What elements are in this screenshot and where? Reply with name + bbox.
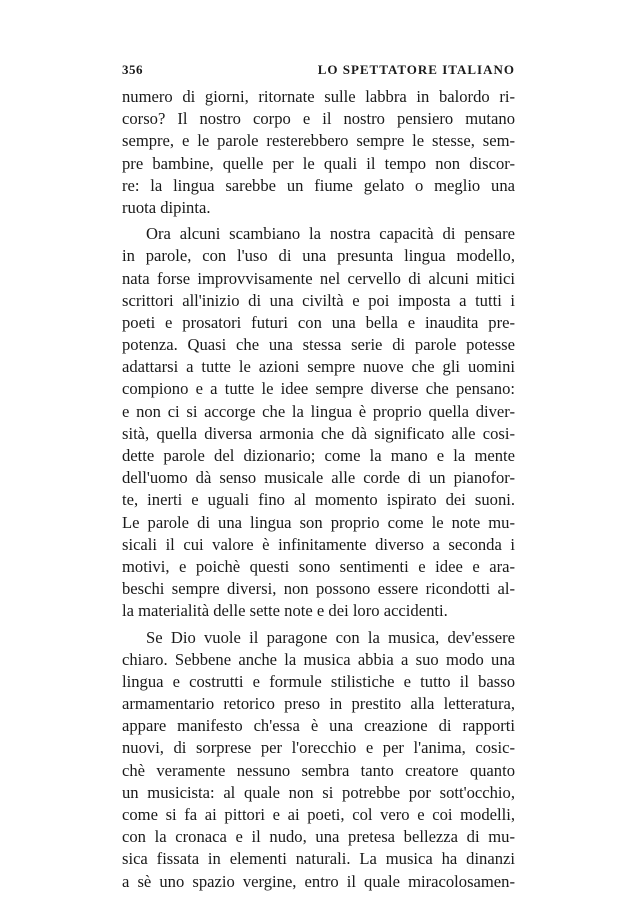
text-line: ruota dipinta. (122, 197, 211, 217)
text-line: re: la lingua sarebbe un fiume gelato o meglio una (122, 175, 515, 195)
running-title: LO SPETTATORE ITALIANO (317, 62, 515, 77)
text-line: armamentario retorico preso in prestito alla letteratura, (122, 694, 515, 714)
text-line: un musicista: al quale non si potrebbe por sott'occhio, (122, 782, 515, 802)
page-header (122, 62, 515, 82)
text-line: numero di giorni, ritornate sulle labbra in balordo ri- (122, 87, 515, 106)
text-line: sicali il cui valore è infinitamente diverso a seconda i (122, 534, 515, 554)
text-line: sità, quella diversa armonia che dà significato alle cosi- (122, 423, 515, 443)
text-line: sica fissata in elementi naturali. La musica ha dinanzi (122, 849, 515, 869)
text-line: motivi, e poichè questi sono sentimenti e idee e ara- (122, 556, 515, 576)
text-line: nata forse improvvisamente nel cervello di alcuni mitici (122, 268, 515, 288)
text-line: potenza. Quasi che una stessa serie di parole potesse (122, 335, 515, 355)
text-line: appare manifesto ch'essa è una creazione di rapporti (122, 716, 515, 736)
text-line: dette parole del dizionario; come la mano e la mente (122, 446, 515, 465)
text-line: Se Dio vuole il paragone con la musica, dev'essere (146, 627, 515, 647)
text-line: come si fa ai pittori e ai poeti, col vero e coi modelli, (122, 805, 515, 824)
text-line: te, inerti e uguali fino al momento ispirato dei suoni. (122, 490, 515, 510)
text-line: compiono e a tutte le idee sempre diverse che pensano: (122, 379, 515, 399)
text-line: beschi sempre diversi, non possono essere ricondotti al- (122, 579, 515, 599)
paragraph (122, 86, 515, 219)
text-line: sempre, e le parole resterebbero sempre le stesse, sem- (122, 131, 515, 151)
body-text (122, 86, 515, 893)
text-line: la materialità delle sette note e dei loro accidenti. (122, 601, 448, 621)
text-line: in parole, con l'uso di una presunta lingua modello, (122, 246, 515, 266)
text-line: poeti e prosatori futuri con una bella e inaudita pre- (122, 312, 515, 332)
text-line: dell'uomo dà senso musicale alle corde di un pianofor- (122, 468, 515, 488)
text-line: nuovi, di sorprese per l'orecchio e per l'anima, cosic- (122, 738, 515, 758)
text-line: con la cronaca e il nudo, una pretesa bellezza di mu- (122, 827, 515, 847)
text-line: corso? Il nostro corpo e il nostro pensiero mutano (122, 109, 515, 129)
text-line: adattarsi a tutte le azioni sempre nuove che gli uomini (122, 357, 515, 377)
page-number: 356 (122, 62, 143, 77)
paragraph (122, 223, 515, 622)
text-line: lingua e costrutti e formule stilistiche e tutto il basso (122, 671, 515, 691)
text-line: Le parole di una lingua son proprio come le note mu- (122, 512, 515, 532)
text-line: scrittori all'inizio di una civiltà e poi imposta a tutti i (122, 290, 515, 310)
text-line: chiaro. Sebbene anche la musica abbia a suo modo una (122, 649, 515, 669)
text-line: Ora alcuni scambiano la nostra capacità di pensare (146, 224, 515, 244)
text-line: pre bambine, quelle per le quali il tempo non discor- (122, 153, 515, 173)
text-line: a sè uno spazio vergine, entro il quale miracolosamen- (122, 871, 515, 891)
paragraph (122, 627, 515, 893)
text-line: chè veramente nessuno sembra tanto creatore quanto (122, 760, 515, 780)
text-line: e non ci si accorge che la lingua è proprio quella diver- (122, 401, 515, 421)
